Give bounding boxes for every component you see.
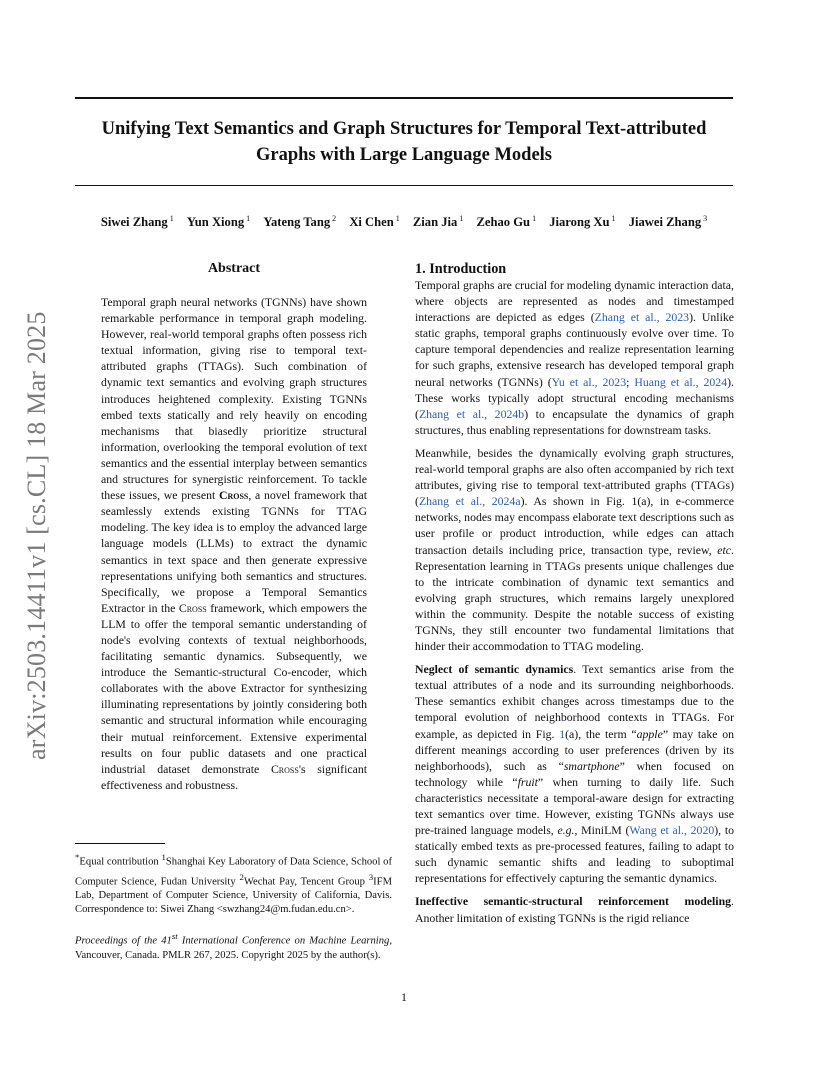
citation-link[interactable]: Wang et al., 2020 xyxy=(629,823,715,838)
run-in-heading: Neglect of semantic dynamics xyxy=(415,662,574,677)
proceedings-text: , Vancouver, Canada. PMLR 267, 2025. Copyright 2025 by the author(s). xyxy=(75,935,392,961)
body-text: Meanwhile, besides the dynamically evolving graph structures, real-world temporal graphs are also often accompanied by rich text attributes, giving rise to temporal text-attributed graphs (TTAGs) ( xyxy=(415,445,734,509)
footnote-marker: 3 xyxy=(368,871,374,882)
author-name: Yateng Tang xyxy=(263,215,331,230)
intro-paragraph-3 xyxy=(415,661,734,886)
abstract-text: 's significant effectiveness and robustness. xyxy=(101,761,367,792)
figure-reference-link[interactable]: 1 xyxy=(559,726,566,741)
author-affiliation: 3 xyxy=(703,214,708,223)
citation-link[interactable]: Yu et al., 2023 xyxy=(551,374,627,389)
author xyxy=(477,215,537,229)
title-bottom-rule xyxy=(75,185,733,186)
method-name: Cross xyxy=(178,600,207,615)
body-text-italic: apple xyxy=(636,726,663,741)
author-affiliation: 2 xyxy=(332,214,337,223)
author xyxy=(101,215,174,229)
body-text: ). These works typically adopt structural encoding mechanisms ( xyxy=(415,374,734,421)
proceedings-text: International Conference on Machine Learning xyxy=(177,935,390,947)
author-affiliation: 1 xyxy=(532,214,537,223)
author xyxy=(629,215,707,229)
author xyxy=(549,215,615,229)
citation-link[interactable]: Huang et al., 2024 xyxy=(634,374,728,389)
footnote-marker: 1 xyxy=(161,852,166,862)
section-heading-introduction: 1. Introduction xyxy=(415,261,507,277)
body-text: ” may take on different meanings according to user preferences (driven by its neighborhoods), such as “ xyxy=(415,726,735,773)
body-text-italic: fruit xyxy=(517,774,538,789)
author-name: Zehao Gu xyxy=(476,215,531,230)
intro-paragraph-4 xyxy=(415,893,734,925)
footnote-rule xyxy=(75,843,165,844)
author-name: Yun Xiong xyxy=(186,215,245,230)
author-affiliation: 1 xyxy=(459,214,464,223)
abstract-body xyxy=(101,294,367,800)
body-text: ” when turning to daily life. Such characteristics necessitate a temporal-aware design for extracting text semantics over time. However, existing TGNNs always use pre-trained language models, xyxy=(415,774,734,838)
intro-paragraph-2 xyxy=(415,445,734,654)
body-text: . Representation learning in TTAGs presents unique challenges due to the intricate combination of dynamic text semantics and evolving graph structures, which remains largely unexplored within the community. Despite the notable success of existing TGNNs, they still encounter two fundamental limitations that hinder their accommodation to TTAG modeling. xyxy=(415,542,734,654)
abstract-text: , a novel framework that seamlessly extends existing TGNNs for TTAG modeling. The key idea is to employ the advanced large language models (LLMs) to extract the dynamic semantics in text space and then generate expressive representations unifying both semantics and structures. Specifically, we propose a Temporal Semantics Extractor in the xyxy=(101,488,367,615)
body-text: ) to encapsulate the dynamics of graph structures, thus enabling representations for downstream tasks. xyxy=(415,406,734,437)
abstract-text: Temporal graph neural networks (TGNNs) have shown remarkable performance in temporal graph modeling. However, real-world temporal graphs often possess rich textual information, giving rise to temporal text-attributed graphs (TTAGs). Such combination of dynamic text semantics and evolving graph structures introduces heightened complexity. Existing TGNNs embed texts statically and rely heavily on encoding mechanisms that biasedly prioritize structural information, overlooking the temporal evolution of text semantics and the essential interplay between semantics and structures for synergistic reinforcement. To tackle these issues, we present xyxy=(101,295,367,503)
run-in-heading: Ineffective semantic-structural reinforcement modeling xyxy=(415,894,732,909)
proceedings-text: st xyxy=(171,931,178,941)
footnote-text: Equal contribution xyxy=(79,856,162,868)
body-text: , MiniLM ( xyxy=(574,823,630,838)
footnote-text: IFM Lab, Department of Computer Science, University of California, Davis. Correspondence to: Siwei Zhang <swzhang24@m.fudan.edu.cn>. xyxy=(75,876,392,916)
title-top-rule xyxy=(75,97,733,99)
footnote-marker: * xyxy=(75,852,80,862)
author-list xyxy=(75,214,733,230)
author-name: Jiarong Xu xyxy=(549,215,610,230)
author-affiliation: 1 xyxy=(246,214,251,223)
citation-link[interactable]: Zhang et al., 2024b xyxy=(418,406,525,421)
proceedings-text: Proceedings of the 41 xyxy=(75,935,172,947)
body-text: ), to statically embed texts as pre-processed features, failing to adapt to such dynamic semantic shifts and leading to suboptimal representations for effectively capturing the semantic dynamics. xyxy=(415,823,734,886)
method-name: Cross xyxy=(270,761,299,776)
body-text: ). Unlike static graphs, temporal graphs continuously evolve over time. To capture temporal dependencies and realize representation learning for such graphs, extensive research has developed temporal graph neural networks (TGNNs) ( xyxy=(415,310,734,389)
body-text-italic: smartphone xyxy=(563,758,620,773)
author-affiliation: 1 xyxy=(169,214,174,223)
page-number: 1 xyxy=(401,990,407,1004)
paper-title xyxy=(75,116,733,168)
introduction-body xyxy=(415,277,734,933)
title-line-2: Graphs with Large Language Models xyxy=(255,145,553,165)
author-affiliation: 1 xyxy=(611,214,616,223)
abstract-text: framework, which empowers the LLM to offer the temporal semantic understanding of node's evolving contexts of textual neighborhoods, facilitating semantic dynamics. Subsequently, we introduce the Semantic-structural Co-encoder, which collaborates with the above Extractor for synthesizing illuminating representations by jointly considering both semantic and structural information while encouraging their mutual reinforcement. Extensive experimental results on four public datasets and one practical industrial dataset demonstrate xyxy=(101,600,367,776)
body-text: Temporal graphs are crucial for modeling dynamic interaction data, where objects are represented as nodes and timestamped interactions are depicted as edges ( xyxy=(415,278,734,325)
body-text: . Text semantics arise from the textual attributes of a node and its surrounding neighborhoods. These semantics exhibit changes across timestamps due to the temporal evolution of neighborhood contexts in TTAGs. For example, as depicted in Fig. xyxy=(415,662,734,741)
method-name: Cross xyxy=(218,488,249,503)
abstract-heading: Abstract xyxy=(207,261,261,276)
citation-link[interactable]: Zhang et al., 2023 xyxy=(594,310,690,325)
body-text-italic: e.g. xyxy=(557,823,575,838)
body-text: (a), the term “ xyxy=(565,726,637,741)
body-text-italic: etc xyxy=(717,542,732,557)
arxiv-identifier: arXiv:2503.14411v1 [cs.CL] 18 Mar 2025 xyxy=(22,311,51,760)
intro-paragraph-1: Temporal graphs are crucial for modeling dynamic interaction data, where objects are represented as nodes and timestamped interactions are depicted as edges (Zhang et al., 2023). Unlike static graphs, temporal graphs continuously evolve over time. To capture temporal dependencies and realize representation learning for such graphs, extensive research has developed temporal graph neural networks (TGNNs) (Yu et al., 2023; Huang et al., 2024). These works typically adopt structural encoding mechanisms (Zhang et al., 2024b) to encapsulate the dynamics of graph structures, thus enabling representations for downstream tasks. xyxy=(415,278,734,437)
citation-link[interactable]: Zhang et al., 2024a xyxy=(418,494,521,509)
footnote xyxy=(75,850,392,917)
author xyxy=(187,215,250,229)
author-name: Zian Jia xyxy=(412,215,458,230)
footnote-marker: 2 xyxy=(239,871,244,882)
author-name: Siwei Zhang xyxy=(100,215,168,230)
proceedings-note xyxy=(75,929,392,963)
title-line-1: Unifying Text Semantics and Graph Structures for Temporal Text-attributed xyxy=(101,119,707,139)
body-text: ). As shown in Fig. 1(a), in e-commerce networks, nodes may encompass elaborate text descriptions such as user profile or product introduction, while edges can attach transaction details including price, transaction type, review, xyxy=(415,494,734,557)
author-name: Xi Chen xyxy=(349,215,394,230)
author-affiliation: 1 xyxy=(395,214,400,223)
author-name: Jiawei Zhang xyxy=(628,215,702,230)
author xyxy=(413,215,463,229)
author xyxy=(263,215,336,229)
body-text: ” when focused on technology while “ xyxy=(415,758,734,789)
footnote-text: Wechat Pay, Tencent Group xyxy=(243,876,369,888)
abstract-paragraph xyxy=(101,294,367,793)
footnote-text: Shanghai Key Laboratory of Data Science, School of Computer Science, Fudan University xyxy=(75,856,393,888)
body-text: . Another limitation of existing TGNNs is the rigid reliance xyxy=(415,894,734,925)
author xyxy=(349,215,399,229)
